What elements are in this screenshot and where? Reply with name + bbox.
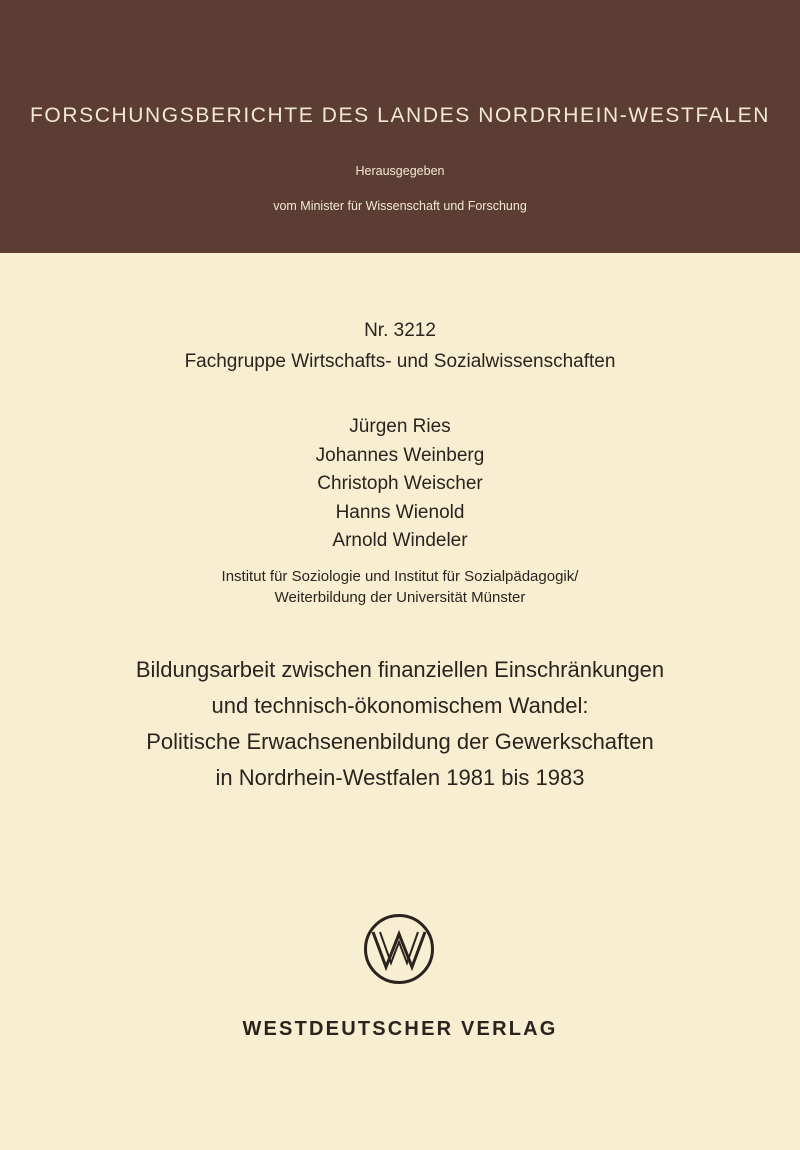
ww-circle-logo-icon xyxy=(362,912,436,986)
institute-line: Weiterbildung der Universität Münster xyxy=(274,589,526,606)
author-name: Christoph Weischer xyxy=(317,473,483,494)
ministry-line: vom Minister für Wissenschaft und Forschung xyxy=(273,199,527,213)
series-header-band xyxy=(0,0,800,253)
author-name: Jürgen Ries xyxy=(349,416,451,437)
title-line: und technisch-ökonomischem Wandel: xyxy=(211,693,589,718)
title-line: in Nordrhein-Westfalen 1981 bis 1983 xyxy=(215,765,585,790)
author-name: Arnold Windeler xyxy=(332,530,468,551)
title-line: Politische Erwachsenenbildung der Gewerkschaften xyxy=(146,729,654,754)
title-line: Bildungsarbeit zwischen finanziellen Einschränkungen xyxy=(135,657,665,682)
report-number: Nr. 3212 xyxy=(364,320,436,341)
series-title: FORSCHUNGSBERICHTE DES LANDES NORDRHEIN-WESTFALEN xyxy=(30,104,770,127)
book-title xyxy=(0,652,800,796)
institute-line: Institut für Soziologie und Institut für Sozialpädagogik/ xyxy=(221,568,579,585)
author-name: Johannes Weinberg xyxy=(315,444,485,466)
author-name: Hanns Wienold xyxy=(335,501,465,523)
author-list xyxy=(0,413,800,556)
institute-block xyxy=(0,566,800,608)
published-by-label: Herausgegeben xyxy=(355,164,445,178)
subject-group: Fachgruppe Wirtschafts- und Sozialwissenschaften xyxy=(184,351,616,372)
publisher-name: WESTDEUTSCHER VERLAG xyxy=(242,1018,558,1040)
